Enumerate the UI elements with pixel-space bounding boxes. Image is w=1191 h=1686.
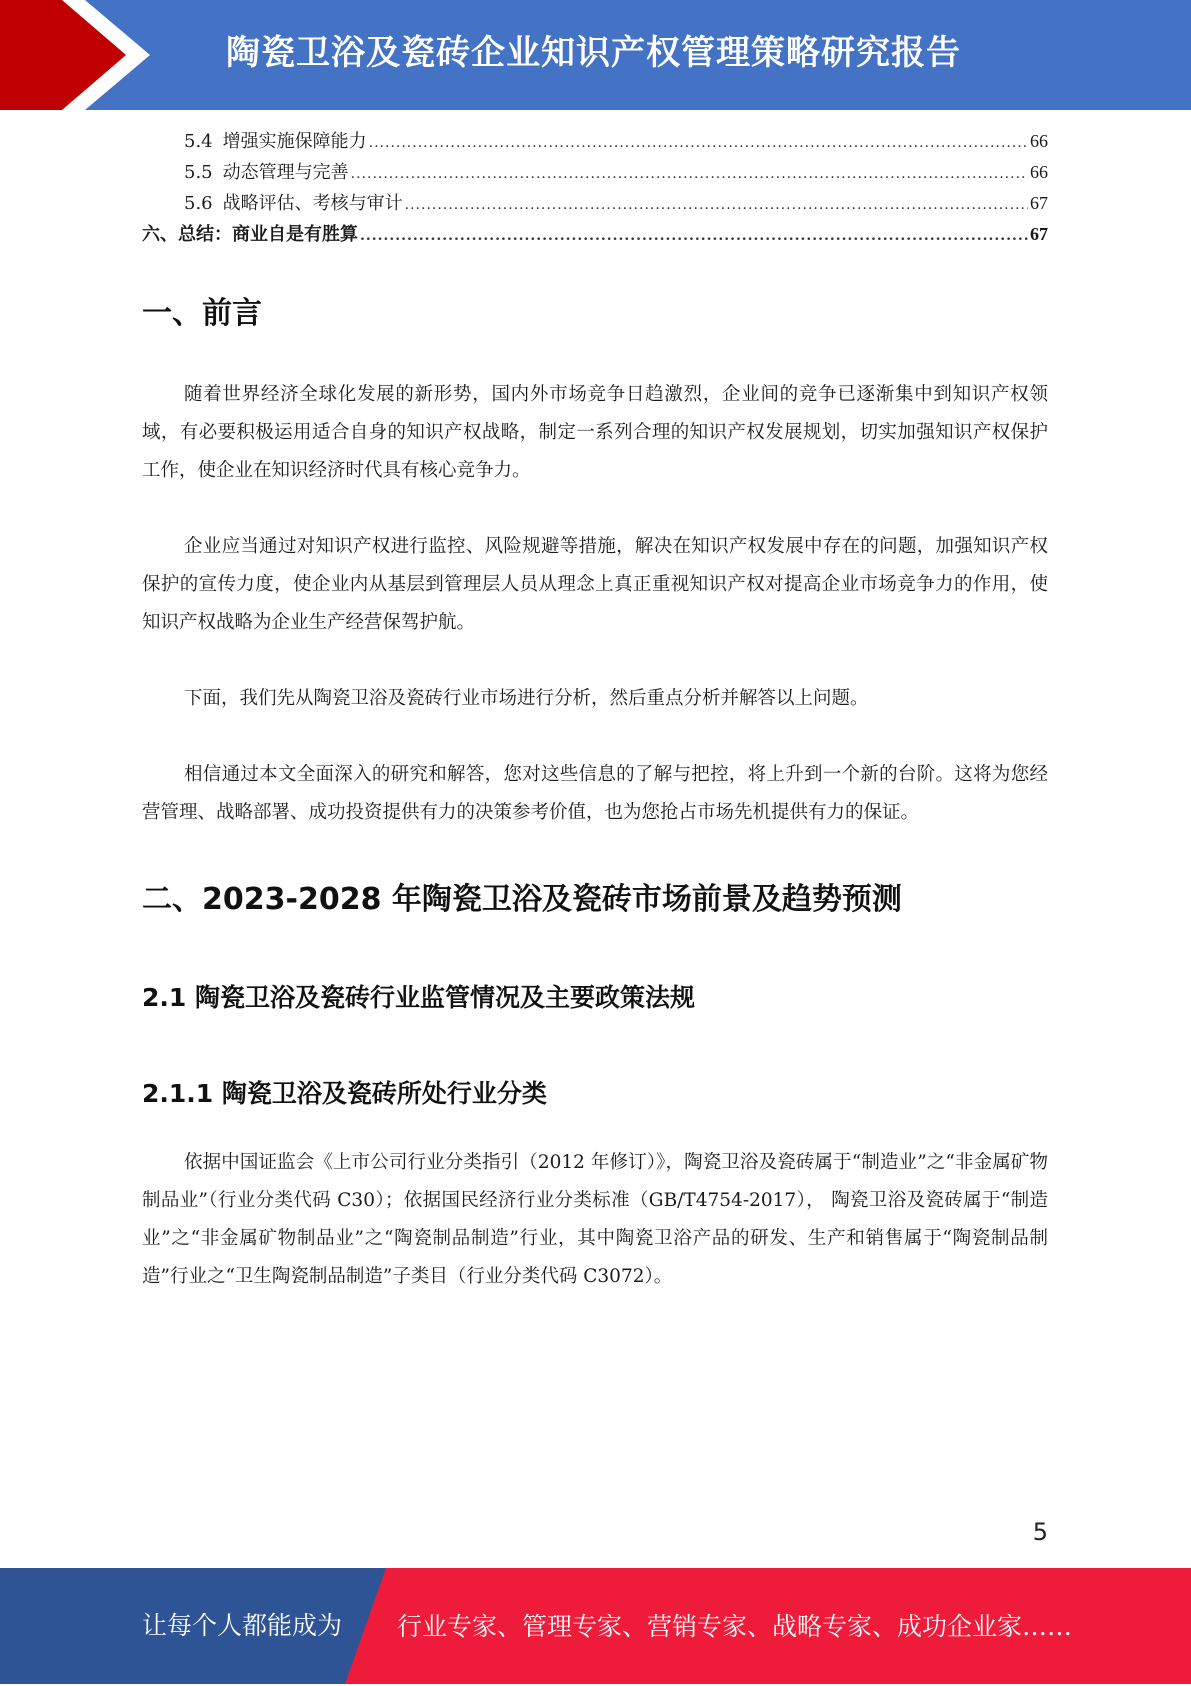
toc-item-label: 战略评估、考核与审计 (222, 193, 403, 214)
report-title: 陶瓷卫浴及瓷砖企业知识产权管理策略研究报告 (226, 33, 961, 73)
page-number: 5 (1032, 1518, 1048, 1546)
toc-item-5-4[interactable] (142, 126, 1048, 157)
page-content (142, 126, 1048, 1296)
subsection-heading-2-1-1: 2.1.1 陶瓷卫浴及瓷砖所处行业分类 (142, 1079, 547, 1108)
toc-item-label: 增强实施保障能力 (222, 131, 367, 152)
toc-item-5-5[interactable] (142, 157, 1048, 188)
header-chevron-graphic (0, 0, 160, 110)
footer-slogan-right: 行业专家、管理专家、营销专家、战略专家、成功企业家…… (397, 1612, 1073, 1641)
toc-leader-dots (405, 190, 1028, 221)
toc-item-page: 66 (1030, 131, 1048, 151)
report-header-banner (0, 0, 1191, 110)
toc-item-page: 67 (1030, 224, 1048, 244)
section-heading-forecast: 二、2023-2028 年陶瓷卫浴及瓷砖市场前景及趋势预测 (142, 882, 902, 917)
toc-item-number: 5.5 (184, 162, 213, 183)
toc-leader-dots (351, 159, 1028, 190)
toc-item-chapter-6[interactable] (142, 219, 1048, 250)
report-footer-banner (0, 1568, 1191, 1684)
subsection-heading-2-1: 2.1 陶瓷卫浴及瓷砖行业监管情况及主要政策法规 (142, 983, 695, 1012)
preface-paragraph: 相信通过本文全面深入的研究和解答，您对这些信息的了解与把控，将上升到一个新的台阶。这将为您经营管理、战略部署、成功投资提供有力的决策参考价值，也为您抢占市场先机提供有力的保证。 (142, 764, 1048, 823)
preface-paragraph: 企业应当通过对知识产权进行监控、风险规避等措施，解决在知识产权发展中存在的问题，加强知识产权保护的宣传力度，使企业内从基层到管理层人员从理念上真正重视知识产权对提高企业市场竞争力的作用，使知识产权战略为企业生产经营保驾护航。 (142, 536, 1048, 633)
toc-item-label: 动态管理与完善 (222, 162, 349, 183)
toc-item-page: 67 (1030, 193, 1048, 213)
toc-item-5-6[interactable] (142, 188, 1048, 219)
preface-paragraph: 下面，我们先从陶瓷卫浴及瓷砖行业市场进行分析，然后重点分析并解答以上问题。 (184, 688, 869, 709)
toc-item-page: 66 (1030, 162, 1048, 182)
section-heading-preface: 一、前言 (142, 296, 262, 331)
footer-slogan-left: 让每个人都能成为 (142, 1611, 343, 1640)
preface-paragraph: 随着世界经济全球化发展的新形势，国内外市场竞争日趋激烈，企业间的竞争已逐渐集中到知识产权领域，有必要积极运用适合自身的知识产权战略，制定一系列合理的知识产权发展规划，切实加强知识产权保护工作，使企业在知识经济时代具有核心竞争力。 (142, 384, 1048, 481)
toc-item-number: 5.4 (184, 131, 213, 152)
table-of-contents (142, 126, 1048, 250)
toc-item-number: 5.6 (184, 193, 213, 214)
toc-item-label: 六、总结：商业自是有胜算 (142, 224, 358, 245)
industry-classification-paragraph: 依据中国证监会《上市公司行业分类指引（2012 年修订）》，陶瓷卫浴及瓷砖属于“制造业”之“非金属矿物制品业”（行业分类代码 C30）；依据国民经济行业分类标准（GB/T4754-2017）， 陶瓷卫浴及瓷砖属于“制造业”之“非金属矿物制品业”之“陶瓷制品制造”行业，其中陶瓷卫浴产品的研发、生产和销售属于“陶瓷制品制造”行业之“卫生陶瓷制品制造”子类目（行业分类代码 C3072）。 (142, 1152, 1048, 1287)
toc-leader-dots (369, 128, 1028, 159)
toc-leader-dots (360, 221, 1028, 252)
